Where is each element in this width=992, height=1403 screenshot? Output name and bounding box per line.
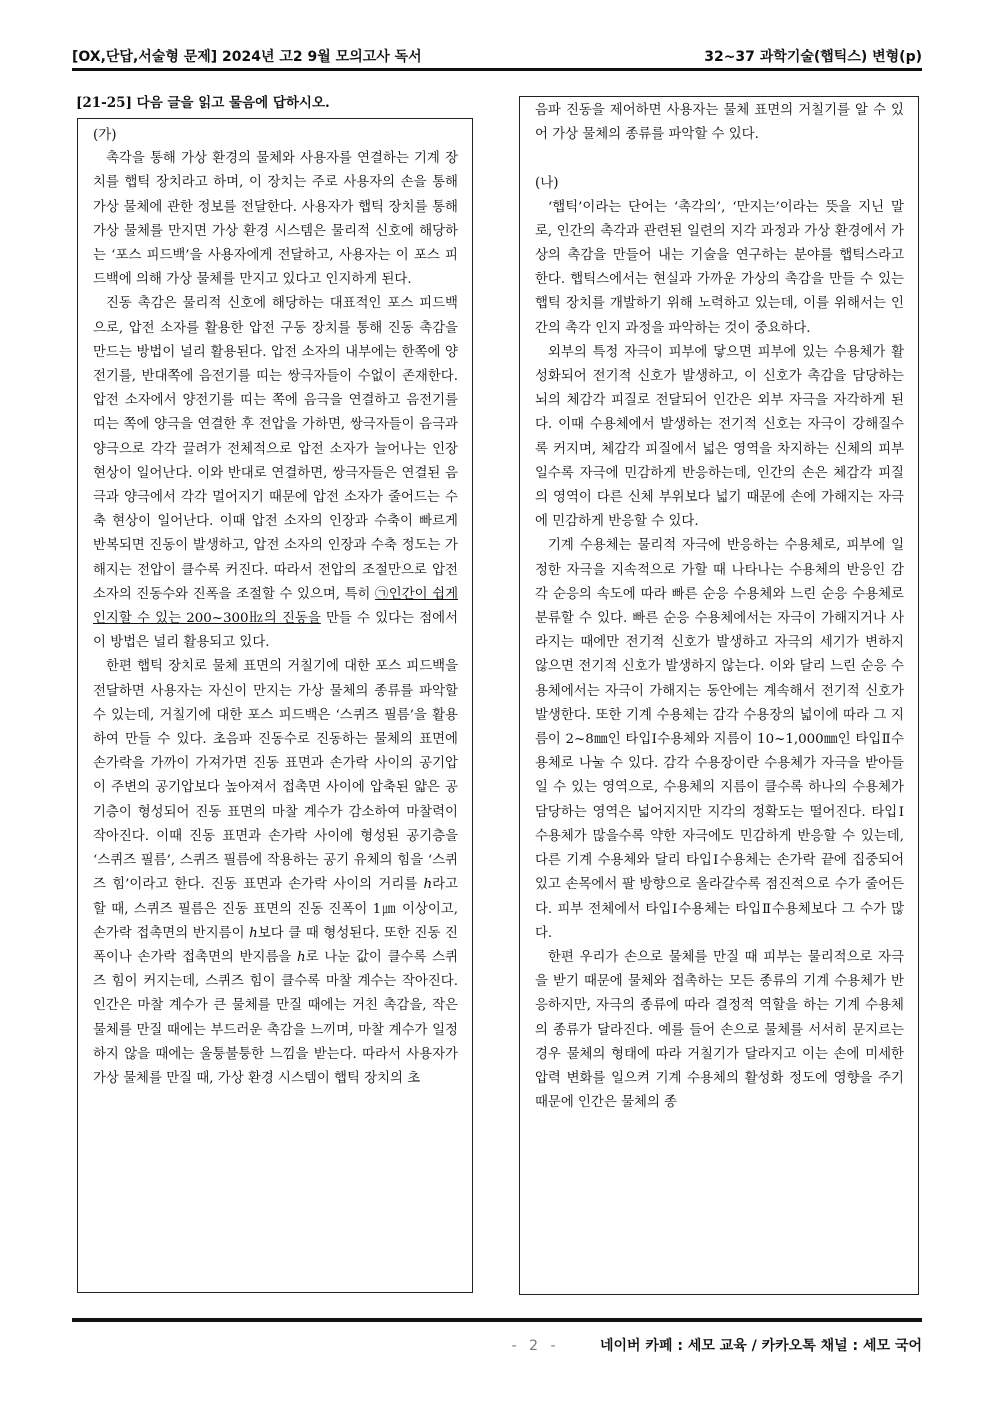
paragraph-gap [535, 147, 904, 171]
passage-b-paragraph-1: ‘햅틱’이라는 단어는 ‘촉각의’, ‘만지는’이라는 뜻을 지닌 말로, 인간의 촉각과 관련된 일련의 지각 과정과 가상 환경에서 가상의 촉감을 만들어 내는 기술을 연구하는 분야를 햅틱스라고 한다. 햅틱스에서는 현실과 가까운 가상의 촉감을 만들 수 있는 햅틱 장치를 개발하기 위해 노력하고 있는데, 이를 위해서는 인간의 촉각 인지 과정을 파악하는 것이 중요하다. [535, 199, 904, 336]
passage-b-box [519, 96, 919, 1295]
page-number: - 2 - [511, 1338, 560, 1354]
passage-a-paragraph-2-start: 진동 촉감은 물리적 신호에 해당하는 대표적인 포스 피드백으로, 압전 소자를 활용한 압전 구동 장치를 통해 진동 촉감을 만드는 방법이 널리 활용된다. 압전 소자의 내부에는 한쪽에 양전기를, 반대쪽에 음전기를 띠는 쌍극자들이 수없이 존재한다. 압전 소자에서 양전기를 띠는 쪽에 음극을 연결하고 음전기를 띠는 쪽에 양극을 연결한 후 전압을 가하면, 쌍극자들이 음극과 양극으로 각각 끌려가 전체적으로 압전 소자가 늘어나는 인장 현상이 일어난다. 이와 반대로 연결하면, 쌍극자들은 연결된 음극과 양극에서 각각 멀어지기 때문에 압전 소자가 줄어드는 수축 현상이 일어난다. 이때 압전 소자의 인장과 수축이 빠르게 반복되면 진동이 발생하고, 압전 소자의 인장과 수축 정도는 가해지는 전압이 클수록 커진다. 따라서 전압의 조절만으로 압전 소자의 진동수와 진폭을 조절할 수 있으며, 특히 [93, 296, 458, 602]
passage-b-tag: (나) [535, 175, 559, 192]
passage-b-paragraph-4: 한편 우리가 손으로 물체를 만질 때 피부는 물리적으로 자극을 받기 때문에 물체와 접촉하는 모든 종류의 기계 수용체가 반응하지만, 자극의 종류에 따라 결정적 역할을 하는 기계 수용체의 종류가 달라진다. 예를 들어 손으로 물체를 서서히 문지르는 경우 물체의 형태에 따라 거칠기가 달라지고 이는 손에 미세한 압력 변화를 일으켜 기계 수용체의 활성화 정도에 영향을 주기 때문에 인간은 물체의 종 [535, 949, 904, 1111]
header-subtitle: 32~37 과학기술(햅틱스) 변형(p) [704, 49, 922, 65]
underlined-phrase-a: ㉠인간이 쉽게 인지할 수 있는 200~300㎐의 진동을 [93, 586, 459, 627]
page-header [72, 46, 922, 68]
header-title: [OX,단답,서술형 문제] 2024년 고2 9월 모의고사 독서 [72, 49, 422, 65]
passage-a-paragraph-2-end: 만들 수 있다는 점에서 이 방법은 널리 활용되고 있다. [93, 611, 458, 651]
passage-a-paragraph-1: 촉각을 통해 가상 환경의 물체와 사용자를 연결하는 기계 장치를 햅틱 장치라고 하며, 이 장치는 주로 사용자의 손을 통해 가상 물체에 관한 정보를 전달한다. 사용자가 햅틱 장치를 통해 가상 물체를 만지면 가상 환경 시스템은 물리적 신호에 해당하는 ‘포스 피드백’을 사용자에게 전달하고, 사용자는 이 포스 피드백에 의해 가상 물체를 만지고 있다고 인지하게 된다. [93, 151, 458, 288]
passage-a-tag: (가) [93, 127, 117, 143]
passage-b-paragraph-3: 기계 수용체는 물리적 자극에 반응하는 수용체로, 피부에 일정한 자극을 지속적으로 가할 때 나타나는 수용체의 반응인 감각 순응의 속도에 따라 빠른 순응 수용체와 느린 순응 수용체로 분류할 수 있다. 빠른 순응 수용체에서는 자극이 가해지거나 사라지는 때에만 전기적 신호가 발생하고 자극의 세기가 변하지 않으면 전기적 신호가 발생하지 않는다. 이와 달리 느린 순응 수용체에서는 자극이 가해지는 동안에는 계속해서 전기적 신호가 발생한다. 또한 기계 수용체는 감각 수용장의 넓이에 따라 그 지름이 2~8㎜인 타입Ⅰ수용체와 지름이 10~1,000㎜인 타입Ⅱ수용체로 나눌 수 있다. 감각 수용장이란 수용체가 자극을 받아들일 수 있는 영역으로, 수용체의 지름이 클수록 하나의 수용체가 담당하는 영역은 넓어지지만 지각의 정확도는 떨어진다. 타입Ⅰ수용체가 많을수록 약한 자극에도 민감하게 반응할 수 있는데, 다른 기계 수용체와 달리 타입Ⅰ수용체는 손가락 끝에 집중되어 있고 손목에서 팔 방향으로 올라갈수록 점진적으로 수가 줄어든다. 피부 전체에서 타입Ⅰ수용체는 타입Ⅱ수용체보다 그 수가 많다. [535, 538, 904, 941]
footer-contact: 네이버 카페 : 세모 교육 / 카카오톡 채널 : 세모 국어 [599, 1338, 922, 1354]
header-rule [72, 68, 922, 71]
passage-a-paragraph-2 [93, 292, 458, 655]
passage-b-paragraph-2: 외부의 특정 자극이 피부에 닿으면 피부에 있는 수용체가 활성화되어 전기적 신호가 발생하고, 이 신호가 촉감을 담당하는 뇌의 체감각 피질로 전달되어 인간은 외부 자극을 자각하게 된다. 이때 수용체에서 발생하는 전기적 신호는 자극이 강해질수록 커지며, 체감각 피질에서 넓은 영역을 차지하는 신체의 피부일수록 자극에 민감하게 반응하는데, 인간의 손은 체감각 피질의 영역이 다른 신체 부위보다 넓기 때문에 손에 가해지는 자극에 민감하게 반응할 수 있다. [535, 344, 904, 530]
page-footer [72, 1335, 922, 1357]
passage-a-paragraph-3: 한편 햅틱 장치로 물체 표면의 거칠기에 대한 포스 피드백을 전달하면 사용자는 자신이 만지는 가상 물체의 종류를 파악할 수 있는데, 거칠기에 대한 포스 피드백은 ‘스퀴즈 필름’을 활용하여 만들 수 있다. 초음파 진동수로 진동하는 물체의 표면에 손가락을 가까이 가져가면 진동 표면과 손가락 사이의 공기압이 주변의 공기압보다 높아져서 접촉면 사이에 압축된 얇은 공기층이 형성되어 진동 표면의 마찰 계수가 감소하여 마찰력이 작아진다. 이때 진동 표면과 손가락 사이에 형성된 공기층을 ‘스퀴즈 필름’, 스퀴즈 필름에 작용하는 공기 유체의 힘을 ‘스퀴즈 힘’이라고 한다. 진동 표면과 손가락 사이의 거리를 ℎ라고 할 때, 스퀴즈 필름은 진동 표면의 진동 진폭이 1㎛ 이상이고, 손가락 접촉면의 반지름이 ℎ보다 클 때 형성된다. 또한 진동 진폭이나 손가락 접촉면의 반지름을 ℎ로 나눈 값이 클수록 스퀴즈 힘이 커지는데, 스퀴즈 힘이 클수록 마찰 계수는 작아진다. 인간은 마찰 계수가 큰 물체를 만질 때에는 거친 촉감을, 작은 물체를 만질 때에는 부드러운 촉감을 느끼며, 마찰 계수가 일정하지 않을 때에는 울퉁불퉁한 느낌을 받는다. 따라서 사용자가 가상 물체를 만질 때, 가상 환경 시스템이 햅틱 장치의 초 [93, 659, 458, 1086]
passage-a-continuation: 음파 진동을 제어하면 사용자는 물체 표면의 거칠기를 알 수 있어 가상 물체의 종류를 파악할 수 있다. [535, 103, 904, 143]
footer-rule [72, 1318, 922, 1322]
question-instruction: [21-25] 다음 글을 읽고 물음에 답하시오. [76, 95, 330, 111]
passage-a-box [77, 118, 473, 1293]
